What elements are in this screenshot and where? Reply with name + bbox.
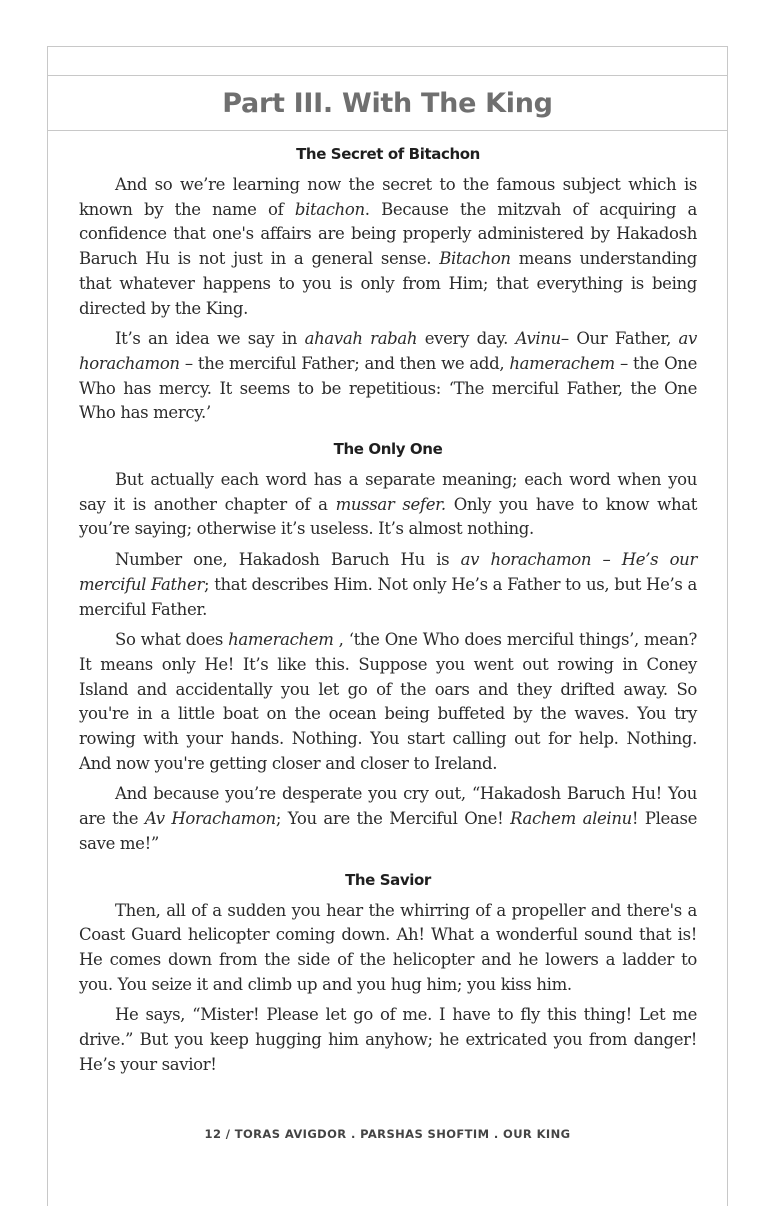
paragraph: It’s an idea we say in ahavah rabah every day. Avinu– Our Father, av horachamon – the merciful Father; and then we add, hamerachem – the One Who has mercy. It seems to be repetitious: ‘The merciful Father, the One Who has mercy.’ [79, 329, 698, 423]
part-title: Part III. With The King [222, 87, 553, 119]
paragraph: But actually each word has a separate meaning; each word when you say it is another chapter of a mussar sefer. Only you have to know what you’re saying; otherwise it’s useless. It’s almost nothing. [79, 470, 697, 539]
paragraph: Number one, Hakadosh Baruch Hu is av horachamon – He’s our merciful Father; that describes Him. Not only He’s a Father to us, but He’s a merciful Father. [79, 550, 697, 619]
section-heading: The Secret of Bitachon [296, 145, 480, 163]
paragraph: And so we’re learning now the secret to the famous subject which is known by the name of bitachon. Because the mitzvah of acquiring a confidence that one's affairs are being properly administered by Hakadosh Baruch Hu is not just in a general sense. Bitachon means understanding that whatever happens to you is only from Him; that everything is being directed by the King. [79, 175, 697, 318]
section-heading: The Savior [345, 870, 431, 889]
paragraph: Then, all of a sudden you hear the whirring of a propeller and there's a Coast Guard helicopter coming down. Ah! What a wonderful sound that is! He comes down from the side of the helicopter and he lowers a ladder to you. You seize it and climb up and you hug him; you kiss him. [79, 900, 697, 994]
section-secret-of-bitachon [79, 145, 697, 426]
page-footer: 12 / TORAS AVIGDOR . PARSHAS SHOFTIM . OUR KING [204, 1127, 571, 1141]
paragraph: He says, “Mister! Please let go of me. I have to fly this thing! Let me drive.” But you keep hugging him anyhow; he extricated you from danger! He’s your savior! [79, 1005, 697, 1074]
paragraph: And because you’re desperate you cry out, “Hakadosh Baruch Hu! You are the Av Horachamon; You are the Merciful One! Rachem aleinu! Please save me!” [79, 784, 697, 853]
paragraph: So what does hamerachem , ‘the One Who does merciful things’, mean? It means only He! It’s like this. Suppose you went out rowing in Coney Island and accidentally you let go of the oars and they drifted away. So you're in a little boat on the ocean being buffeted by the waves. You try rowing with your hands. Nothing. You start calling out for help. Nothing. And now you're getting closer and closer to Ireland. [79, 630, 697, 773]
section-the-only-one [79, 440, 697, 857]
page-content [79, 145, 697, 1084]
section-the-savior [79, 871, 697, 1078]
title-band [47, 75, 728, 131]
section-heading: The Only One [333, 440, 443, 459]
